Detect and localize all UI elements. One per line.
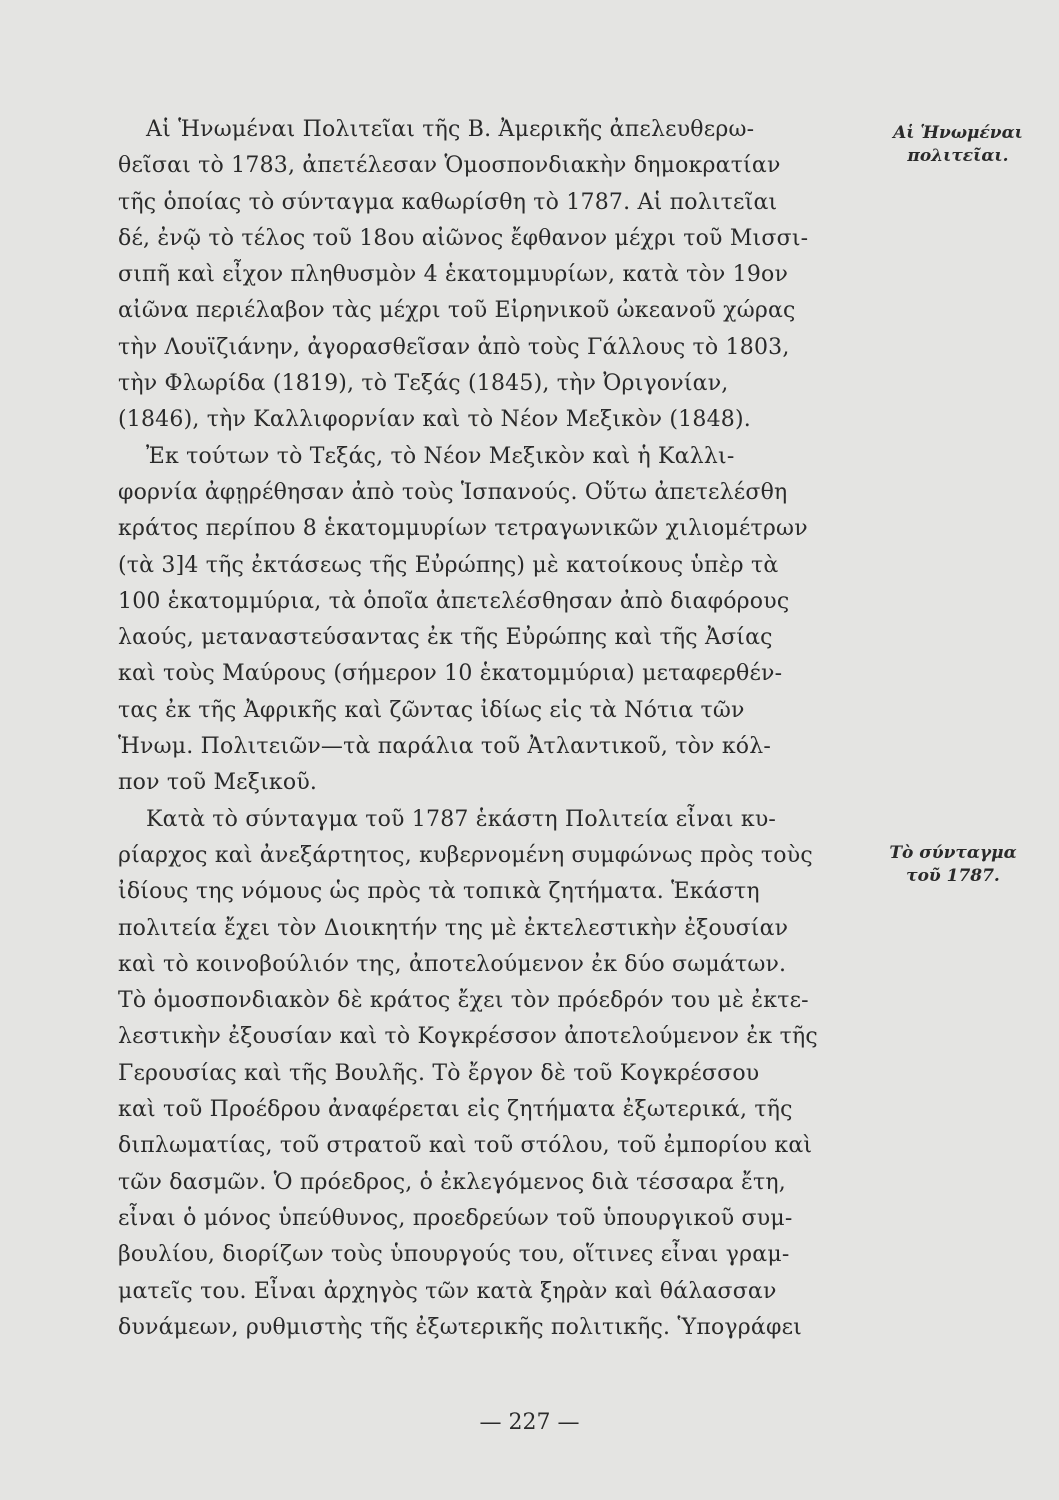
margin-note-line: πολιτεῖαι. [907,146,1009,166]
text-line: τας ἐκ τῆς Ἀφρικῆς καὶ ζῶντας ἰδίως εἰς τὰ Νότια τῶν [118,697,745,723]
text-line: σιπῆ καὶ εἶχον πληθυσμὸν 4 ἑκατομμυρίων, κατὰ τὸν 19ον [118,262,789,288]
text-line: βουλίου, διορίζων τοὺς ὑπουργούς του, οἵτινες εἶναι γραμ- [118,1242,790,1268]
text-line: λεστικὴν ἐξουσίαν καὶ τὸ Κογκρέσσον ἀποτελούμενον ἐκ τῆς [118,1024,818,1050]
text-line: πολιτεία ἔχει τὸν Διοικητήν της μὲ ἐκτελεστικὴν ἐξουσίαν [118,915,789,941]
margin-note-line: Αἱ Ἡνωμέναι [893,123,1023,143]
body-text [118,112,858,1346]
text-line: αἰῶνα περιέλαβον τὰς μέχρι τοῦ Εἰρηνικοῦ ὠκεανοῦ χώρας [118,298,796,324]
text-line: Τὸ ὁμοσπονδιακὸν δὲ κράτος ἔχει τὸν πρόεδρόν του μὲ ἐκτε- [118,988,809,1014]
text-line: εἶναι ὁ μόνος ὑπεύθυνος, προεδρεύων τοῦ ὑπουργικοῦ συμ- [118,1205,793,1231]
text-line: ματεῖς του. Εἶναι ἀρχηγὸς τῶν κατὰ ξηρὰν καὶ θάλασσαν [118,1278,777,1304]
text-line: τὴν Λουϊζιάνην, ἀγορασθεῖσαν ἀπὸ τοὺς Γάλλους τὸ 1803, [118,334,790,360]
margin-note-united-states [868,122,1048,168]
text-line: δυνάμεων, ρυθμιστὴς τῆς ἐξωτερικῆς πολιτικῆς. Ὑπογράφει [118,1314,802,1340]
text-line: (1846), τὴν Καλλιφορνίαν καὶ τὸ Νέον Μεξικὸν (1848). [118,407,751,433]
page-number: — 227 — [479,1410,580,1435]
text-line: δέ, ἐνῷ τὸ τέλος τοῦ 18ου αἰῶνος ἔφθανον μέχρι τοῦ Μισσι- [118,225,809,251]
text-line: τὴν Φλωρίδα (1819), τὸ Τεξάς (1845), τὴν Ὀριγονίαν, [118,371,729,397]
margin-note-line: Τὸ σύνταγμα [889,843,1017,863]
text-line: ρίαρχος καὶ ἀνεξάρτητος, κυβερνομένη συμφώνως πρὸς τοὺς [118,842,813,868]
text-line: καὶ τὸ κοινοβούλιόν της, ἀποτελούμενον ἐκ δύο σωμάτων. [118,951,787,977]
text-line: θεῖσαι τὸ 1783, ἀπετέλεσαν Ὁμοσπονδιακὴν δημοκρατίαν [118,153,781,179]
text-line: (τὰ 3]4 τῆς ἐκτάσεως τῆς Εὐρώπης) μὲ κατοίκους ὑπὲρ τὰ [118,552,779,578]
margin-note-constitution [858,842,1048,888]
text-line: ἰδίους της νόμους ὡς πρὸς τὰ τοπικὰ ζητήματα. Ἑκάστη [118,879,760,905]
text-line: λαούς, μεταναστεύσαντας ἐκ τῆς Εὐρώπης καὶ τῆς Ἀσίας [118,625,773,651]
text-line: Αἱ Ἡνωμέναι Πολιτεῖαι τῆς Β. Ἀμερικῆς ἀπελευθερω- [146,117,755,142]
text-line: τῶν δασμῶν. Ὁ πρόεδρος, ὁ ἐκλεγόμενος διὰ τέσσαρα ἔτη, [118,1169,786,1195]
text-line: Κατὰ τὸ σύνταγμα τοῦ 1787 ἑκάστη Πολιτεία εἶναι κυ- [146,806,777,832]
text-line: τῆς ὁποίας τὸ σύνταγμα καθωρίσθη τὸ 1787. Αἱ πολιτεῖαι [118,189,778,215]
text-line: 100 ἑκατομμύρια, τὰ ὁποῖα ἀπετελέσθησαν ἀπὸ διαφόρους [118,588,790,614]
text-line: πον τοῦ Μεξικοῦ. [118,770,318,796]
text-line: καὶ τοὺς Μαύρους (σήμερον 10 ἑκατομμύρια) μεταφερθέν- [118,661,783,687]
text-line: διπλωματίας, τοῦ στρατοῦ καὶ τοῦ στόλου, τοῦ ἐμπορίου καὶ [118,1133,813,1159]
text-line: φορνία ἀφῃρέθησαν ἀπὸ τοὺς Ἱσπανούς. Οὕτω ἀπετελέσθη [118,479,788,505]
text-line: Γερουσίας καὶ τῆς Βουλῆς. Τὸ ἔργον δὲ τοῦ Κογκρέσσου [118,1060,760,1086]
text-line: Ἐκ τούτων τὸ Τεξάς, τὸ Νέον Μεξικὸν καὶ ἡ Καλλι- [146,443,735,469]
text-line: καὶ τοῦ Προέδρου ἀναφέρεται εἰς ζητήματα ἐξωτερικά, τῆς [118,1097,793,1123]
text-line: κράτος περίπου 8 ἑκατομμυρίων τετραγωνικῶν χιλιομέτρων [118,516,808,542]
margin-note-line: τοῦ 1787. [906,866,1000,886]
text-line: Ἡνωμ. Πολιτειῶν—τὰ παράλια τοῦ Ἀτλαντικοῦ, τὸν κόλ- [118,734,772,760]
